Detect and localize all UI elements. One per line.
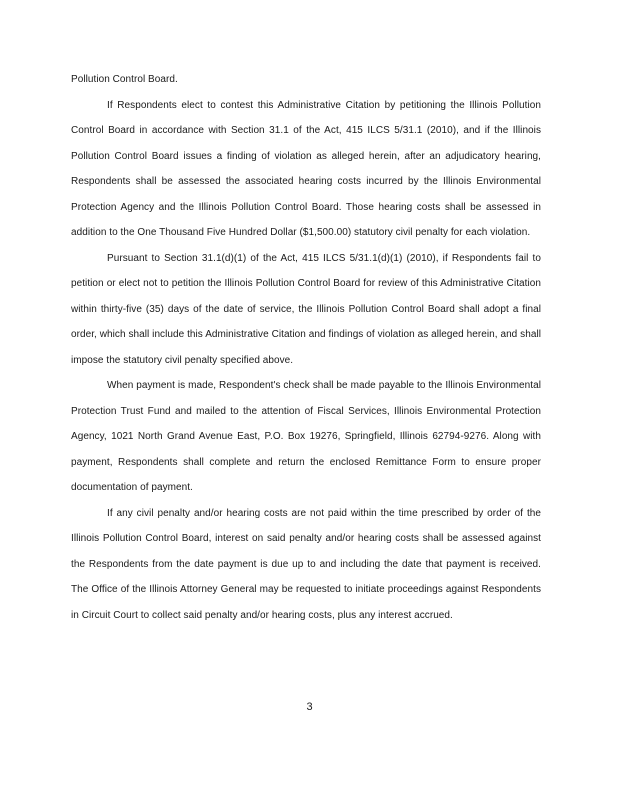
paragraph-failure-to-petition: Pursuant to Section 31.1(d)(1) of the Act, 415 ILCS 5/31.1(d)(1) (2010), if Respondents fail to petition or elect not to petition the Illinois Pollution Control Board for review of this Administrative Citation within thirty-five (35) days of the date of service, the Illinois Pollution Control Board shall adopt a final order, which shall include this Administrative Citation and findings of violation as alleged herein, and shall impose the statutory civil penalty specified above.	[71, 252, 541, 366]
page-number: 3	[306, 701, 313, 713]
paragraph-payment-instructions: When payment is made, Respondent's check shall be made payable to the Illinois Environmental Protection Trust Fund and mailed to the attention of Fiscal Services, Illinois Environmental Protection Agency, 1021 North Grand Avenue East, P.O. Box 19276, Springfield, Illinois 62794-9276. Along with payment, Respondents shall complete and return the enclosed Remittance Form to ensure proper documentation of payment.	[71, 380, 541, 493]
paragraph-contest-citation: If Respondents elect to contest this Administrative Citation by petitioning the Illinois Pollution Control Board in accordance with Section 31.1 of the Act, 415 ILCS 5/31.1 (2010), and if the Illinois Pollution Control Board issues a finding of violation as alleged herein, after an adjudicatory hearing, Respondents shall be assessed the associated hearing costs incurred by the Illinois Environmental Protection Agency and the Illinois Pollution Control Board. Those hearing costs shall be assessed in addition to the One Thousand Five Hundred Dollar ($1,500.00) statutory civil penalty for each violation.	[71, 99, 541, 238]
paragraph-continuation: Pollution Control Board.	[71, 74, 178, 85]
paragraph-unpaid-penalty: If any civil penalty and/or hearing costs are not paid within the time prescribed by order of the Illinois Pollution Control Board, interest on said penalty and/or hearing costs shall be assessed against the Respondents from the date payment is due up to and including the date that payment is received. The Office of the Illinois Attorney General may be requested to initiate proceedings against Respondents in Circuit Court to collect said penalty and/or hearing costs, plus any interest accrued.	[71, 507, 541, 621]
body-text	[71, 67, 541, 628]
